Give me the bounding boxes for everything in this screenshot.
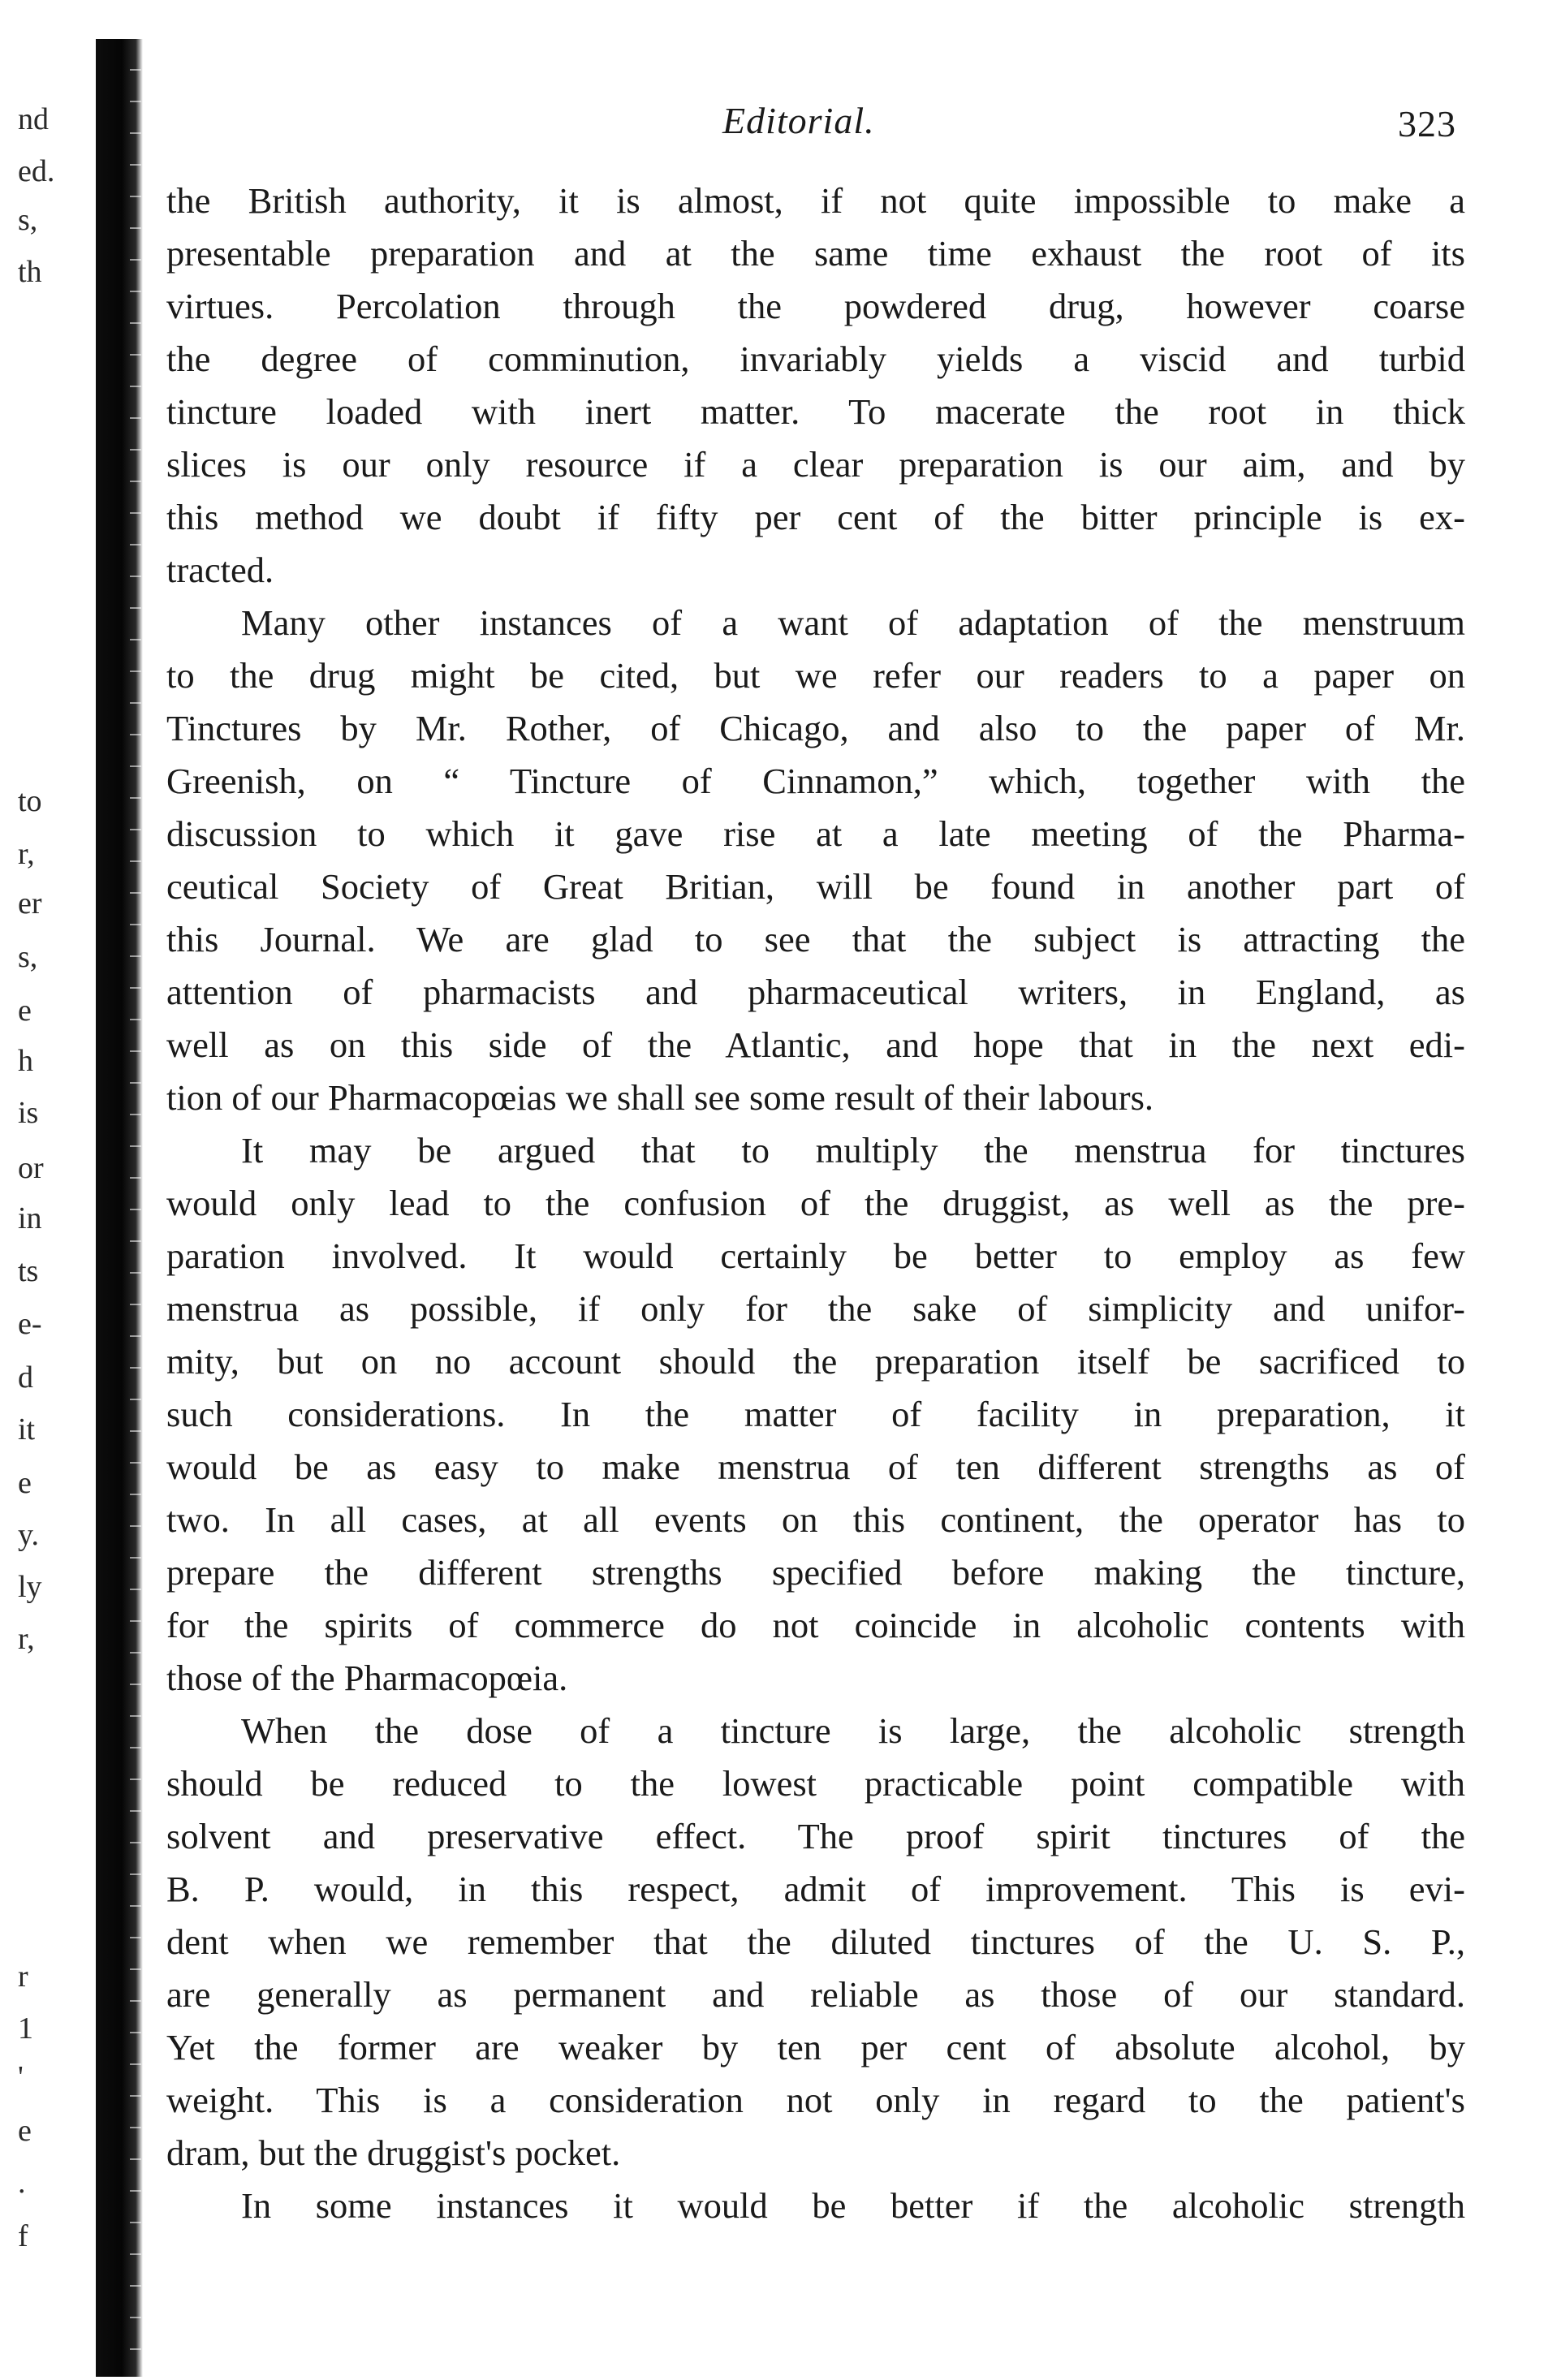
text-line: slices is our only resource if a clear preparation is our aim, and by [166,444,1465,485]
margin-fragment: in [18,1201,42,1235]
text-line: such considerations. In the matter of facility in preparation, it [166,1394,1465,1434]
margin-fragment: r, [18,837,35,871]
text-line: ceutical Society of Great Britian, will be found in another part of [166,866,1465,907]
margin-fragment: nd [18,102,49,136]
text-line: virtues. Percolation through the powdered drug, however coarse [166,286,1465,326]
text-line: Tinctures by Mr. Rother, of Chicago, and also to the paper of Mr. [166,708,1465,748]
text-line: to the drug might be cited, but we refer our readers to a paper on [166,655,1465,696]
text-line: the British authority, it is almost, if not quite impossible to make a [166,180,1465,221]
binding-gutter-texture [130,39,141,2377]
text-line: tincture loaded with inert matter. To macerate the root in thick [166,391,1465,432]
margin-fragment: is [18,1096,39,1130]
text-line: mity, but on no account should the preparation itself be sacrificed to [166,1341,1465,1382]
text-line: presentable preparation and at the same time exhaust the root of its [166,233,1465,274]
text-line: dent when we remember that the diluted tinctures of the U. S. P., [166,1921,1465,1962]
text-column [166,175,1465,2232]
margin-fragment: er [18,886,42,921]
margin-fragment: f [18,2219,28,2253]
margin-fragment: r [18,1960,28,1994]
paragraph-first-line: It may be argued that to multiply the menstrua for tinctures [241,1130,1465,1171]
margin-fragment: e [18,2114,32,2148]
margin-fragment: . [18,2166,26,2200]
text-line: should be reduced to the lowest practicable point compatible with [166,1763,1465,1804]
text-line: attention of pharmacists and pharmaceutical writers, in England, as [166,972,1465,1012]
text-line: would only lead to the confusion of the druggist, as well as the pre- [166,1183,1465,1223]
text-line: this Journal. We are glad to see that the subject is attracting the [166,919,1465,959]
text-line: solvent and preservative effect. The proof spirit tinctures of the [166,1816,1465,1856]
text-line: this method we doubt if fifty per cent of the bitter principle is ex- [166,497,1465,537]
margin-fragment: e [18,1466,32,1500]
text-line: prepare the different strengths specified before making the tincture, [166,1552,1465,1593]
text-line: two. In all cases, at all events on this continent, the operator has to [166,1499,1465,1540]
margin-fragment: ts [18,1254,39,1288]
margin-fragment: or [18,1151,44,1185]
margin-fragment: to [18,784,42,818]
margin-fragment: ly [18,1570,42,1604]
margin-fragment: r, [18,1622,35,1656]
text-line: dram, but the druggist's pocket. [166,2132,621,2173]
paragraph-first-line: When the dose of a tincture is large, the alcoholic strength [241,1710,1465,1751]
text-line: Greenish, on “ Tincture of Cinnamon,” which, together with the [166,761,1465,801]
text-line: discussion to which it gave rise at a late meeting of the Pharma- [166,813,1465,854]
margin-fragment: s, [18,940,38,974]
margin-fragment: y. [18,1518,40,1552]
text-line: tion of our Pharmacopœias we shall see some result of their labours. [166,1077,1154,1118]
text-line: the degree of comminution, invariably yields a viscid and turbid [166,338,1465,379]
text-line: for the spirits of commerce do not coincide in alcoholic contents with [166,1605,1465,1645]
paragraph-first-line: Many other instances of a want of adaptation of the menstruum [241,602,1465,643]
margin-fragment: d [18,1360,33,1395]
running-head [162,99,1477,148]
margin-fragment: th [18,255,42,289]
margin-fragment: e- [18,1307,42,1341]
text-line: would be as easy to make menstrua of ten different strengths as of [166,1447,1465,1487]
text-line: B. P. would, in this respect, admit of improvement. This is evi- [166,1869,1465,1909]
text-line: those of the Pharmacopœia. [166,1658,568,1698]
text-line: menstrua as possible, if only for the sake of simplicity and unifor- [166,1288,1465,1329]
margin-fragment: ' [18,2060,24,2094]
paragraph-first-line: In some instances it would be better if the alcoholic strength [241,2185,1465,2226]
text-line: weight. This is a consideration not only in regard to the patient's [166,2080,1465,2120]
text-line: Yet the former are weaker by ten per cent of absolute alcohol, by [166,2027,1465,2067]
text-line: are generally as permanent and reliable as those of our standard. [166,1974,1465,2015]
margin-fragment: s, [18,203,38,237]
running-title: Editorial. [722,100,875,141]
margin-fragment: ed. [18,154,55,188]
margin-fragment: it [18,1412,36,1447]
margin-fragment: e [18,994,32,1028]
text-line: well as on this side of the Atlantic, and hope that in the next edi- [166,1024,1465,1065]
margin-fragment: h [18,1044,33,1078]
page-number: 323 [1398,103,1456,144]
left-margin-fragments [0,0,106,2380]
text-line: paration involved. It would certainly be better to employ as few [166,1235,1465,1276]
text-line: tracted. [166,550,274,590]
margin-fragment: 1 [18,2011,33,2046]
